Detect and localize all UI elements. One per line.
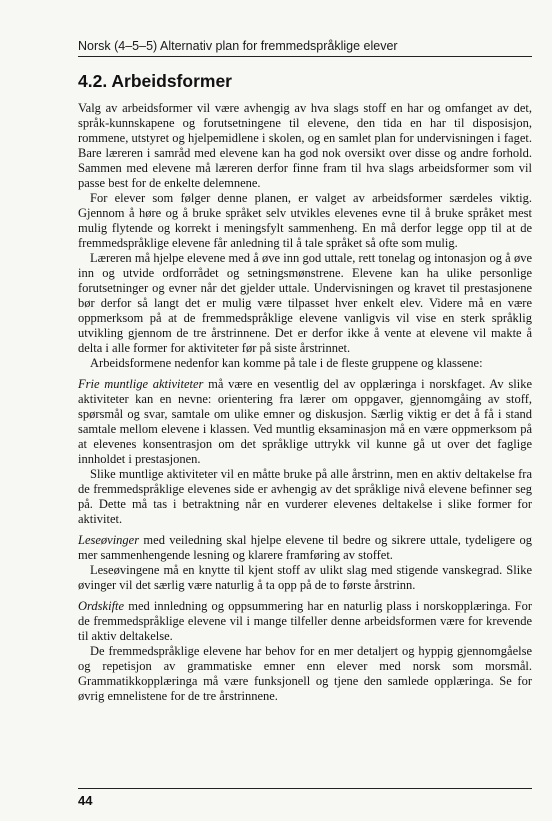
body-text (78, 101, 532, 704)
paragraph-text: med veiledning skal hjelpe elevene til bedre og sikrere uttale, tydeligere og mer sammenhengende lesning og klarere framføring av stoffet. (78, 533, 532, 562)
paragraph: De fremmedspråklige elevene har behov for en mer detaljert og hyppig gjennomgåelse og repetisjon av grammatiske emner enn elever med norsk som morsmål. Grammatikkopplæringa må være funksjonell og tjene den samlede opplæringa. Se for øvrig emnelistene for de tre årstrinnene. (78, 644, 532, 703)
paragraph-lead: Ordskifte (78, 599, 125, 613)
paragraph: Arbeidsformene nedenfor kan komme på tale i de fleste gruppene og klassene: (90, 356, 483, 370)
paragraph (78, 377, 532, 467)
page-number: 44 (78, 793, 93, 808)
paragraph-text: med innledning og oppsummering har en naturlig plass i norskopplæringa. For de fremmedspråklige elevene vil i mange tilfeller denne arbeidsformen være for krevende til aktiv deltakelse. (78, 599, 532, 643)
paragraph: Læreren må hjelpe elevene med å øve inn god uttale, rett tonelag og intonasjon og å øve inn og utvide ordforrådet og setningsmønstrene. Elevene kan ha ulike personlige forutsetninger og evner når det gjelder uttale. Undervisningen og kravet til prestasjonene bør derfor så langt det er mulig være tilpasset hver enkelt elev. Videre må en være oppmerksom på at de fremmedspråklige elevene vanligvis vil vise en sterk språklig utvikling gjennom de tre årstrinnene. Det er derfor ikke å vente at elevene vil makte å delta i alle former for aktiviteter før på siste årstrinnet. (78, 251, 532, 355)
section-title: 4.2. Arbeidsformer (78, 71, 232, 91)
paragraph: Slike muntlige aktiviteter vil en måtte bruke på alle årstrinn, men en aktiv deltakelse fra de fremmedspråklige elevenes side er avhengig av det språklige nivå elevene befinner seg på. Dette må tas i betraktning når en vurderer elevenes deltakelse i slike former for aktivitet. (78, 467, 532, 526)
paragraph-lead: Leseøvinger (78, 533, 140, 547)
paragraph: For elever som følger denne planen, er valget av arbeidsformer særdeles viktig. Gjennom å høre og å bruke språket selv utvikles elevenes evne til å bruke språket mest mulig flytende og korrekt i meningsfylt sammenheng. En må derfor legge opp til at de fremmedspråklige elevene får anledning til å tale språket så ofte som mulig. (78, 191, 532, 250)
paragraph (78, 533, 532, 563)
paragraph: Valg av arbeidsformer vil være avhengig av hva slags stoff en har og omfanget av det, språk-kunnskapene og forutsetningene til elevene, den tida en har til disposisjon, rommene, utstyret og hjelpemidlene i skolen, og en samlet plan for undervisningen i faget. Bare læreren i samråd med elevene kan ha god nok oversikt over disse og andre forhold. Sammen med elevene må læreren derfor finne fram til hva slags arbeidsformer som vil passe best for de enkelte delemnene. (78, 101, 532, 190)
paragraph (78, 599, 532, 644)
paragraph-text: må være en vesentlig del av opplæringa i norskfaget. Av slike aktiviteter kan en nevne: orientering fra lærer om oppgaver, gjennomgåing av stoff, spørsmål og svar, samtale om ulike emner og diskusjon. Særlig viktig er det å få i stand samtale mellom elevene i klassen. Ved muntlig eksaminasjon må en være oppmerksom på at elevenes konsentrasjon om det språklige uttrykk vil kunne gå ut over det faglige innholdet i prestasjonen. (78, 377, 533, 466)
running-header: Norsk (4–5–5) Alternativ plan for fremmedspråklige elever (78, 39, 398, 53)
header-rule (78, 56, 532, 57)
paragraph-lead: Frie muntlige aktiviteter (78, 377, 204, 391)
paragraph: Leseøvingene må en knytte til kjent stoff av ulikt slag med stigende vanskegrad. Slike øvinger vil det særlig være naturlig å ta opp på de to første årstrinn. (78, 563, 532, 592)
footer-rule (78, 788, 532, 789)
